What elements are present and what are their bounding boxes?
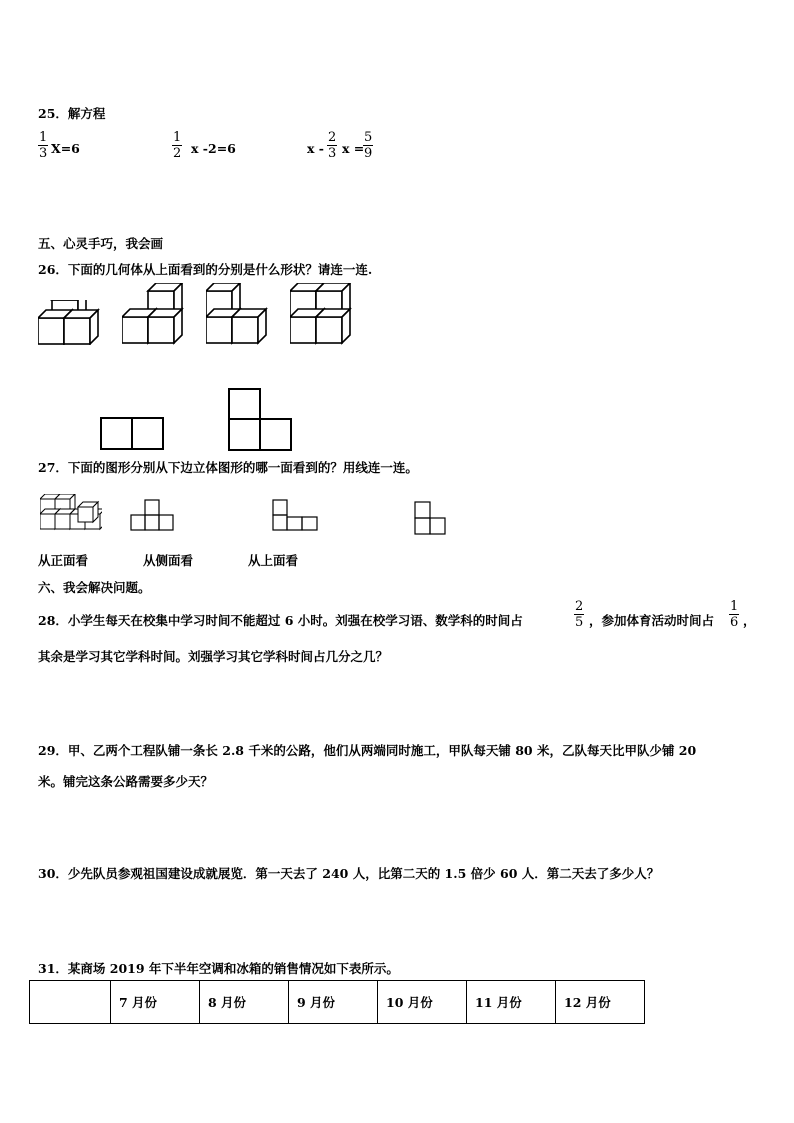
equation-text: x -2=6 (191, 141, 236, 156)
sales-table (29, 980, 645, 1024)
table-header-cell: 7 月份 (111, 981, 200, 1024)
view-label-front: 从正面看 (38, 553, 89, 568)
solid-figure-2 (122, 283, 184, 345)
table-header-cell: 10 月份 (378, 981, 467, 1024)
q27-text: 27．下面的图形分别从下边立体图形的哪一面看到的？用线连一连。 (38, 460, 418, 475)
equation-text: x - (307, 141, 324, 156)
table-header-cell: 11 月份 (467, 981, 556, 1024)
q28-line1-a: 28．小学生每天在校集中学习时间不能超过 6 小时。刘强在校学习语、数学科的时间占 (38, 613, 523, 628)
section-heading: 五、心灵手巧，我会画 (38, 236, 164, 251)
equation-text: X=6 (51, 141, 80, 156)
equation-text: x = (342, 141, 365, 156)
view-shape-1 (130, 499, 176, 533)
q28-line1-c: ， (743, 613, 756, 628)
view-shape-2 (272, 499, 320, 533)
q28-line2: 其余是学习其它学科时间。刘强学习其它学科时间占几分之几？ (38, 649, 389, 664)
q30-text: 30．少先队员参观祖国建设成就展览．第一天去了 240 人，比第二天的 1.5 倍少 60 人．第二天去了多少人？ (38, 866, 660, 881)
fraction: 1 3 (39, 130, 48, 161)
table-header-cell: 8 月份 (200, 981, 289, 1024)
fraction: 1 2 (173, 130, 182, 161)
view-shape-3 (414, 501, 448, 537)
top-view-1 (100, 417, 166, 451)
fraction: 5 9 (364, 130, 373, 161)
q26-text: 26．下面的几何体从上面看到的分别是什么形状？请连一连. (38, 262, 373, 277)
section-heading: 六、我会解决问题。 (38, 580, 151, 595)
fraction: 1 6 (730, 599, 739, 630)
q29-line2: 米。铺完这条公路需要多少天？ (38, 774, 214, 789)
q29-line1: 29．甲、乙两个工程队铺一条长 2.8 千米的公路，他们从两端同时施工，甲队每天铺 80 米，乙队每天比甲队少铺 20 (38, 743, 697, 758)
solid-figure-small (40, 494, 102, 534)
fraction: 2 3 (328, 130, 337, 161)
top-view-2 (228, 388, 294, 452)
q25-label: 25．解方程 (38, 106, 106, 121)
view-label-side: 从侧面看 (143, 553, 194, 568)
solid-figure-3 (206, 283, 268, 345)
q31-text: 31．某商场 2019 年下半年空调和冰箱的销售情况如下表所示。 (38, 961, 399, 976)
solid-figure-1 (38, 300, 100, 345)
table-header-cell: 12 月份 (556, 981, 645, 1024)
table-header-cell: 9 月份 (289, 981, 378, 1024)
view-label-top: 从上面看 (248, 553, 299, 568)
fraction: 2 5 (575, 599, 584, 630)
solid-figure-4 (290, 283, 352, 345)
q28-line1-b: ，参加体育活动时间占 (589, 613, 715, 628)
table-cell-blank (30, 981, 111, 1024)
table-row (30, 981, 645, 1024)
